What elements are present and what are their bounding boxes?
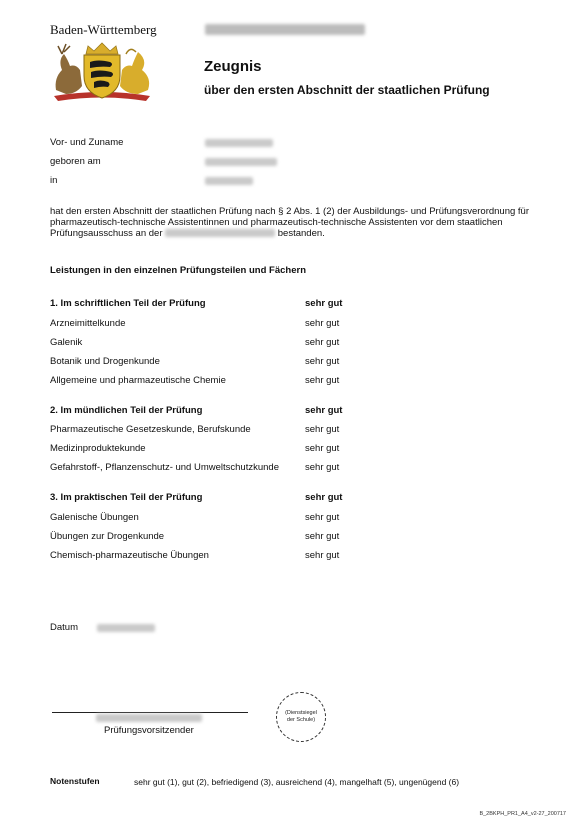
signature-label: Prüfungsvorsitzender <box>104 725 194 736</box>
statement-text: hat den ersten Abschnitt der staatlichen Prüfung nach § 2 Abs. 1 (2) der Ausbildungs- und Prüfungsverordnung für pharmazeutisch-technische Assistentinnen und pharmazeutisch-technische Assistenten vor dem staatlichen Prüfungsausschuss an der <box>50 206 529 239</box>
signature-line <box>52 712 248 713</box>
name-label: Vor- und Zuname <box>50 137 124 148</box>
subject-grade: sehr gut <box>305 318 340 329</box>
seal-text-line1: (Dienstsiegel <box>285 710 317 716</box>
subject-name: Galenik <box>50 337 83 348</box>
exam-statement <box>50 206 530 239</box>
statement-end: bestanden. <box>277 228 325 239</box>
birth-date-label: geboren am <box>50 156 101 167</box>
subject-name: Allgemeine und pharmazeutische Chemie <box>50 375 226 386</box>
school-name-redacted <box>205 24 365 35</box>
results-heading: Leistungen in den einzelnen Prüfungsteilen und Fächern <box>50 265 306 276</box>
subject-grade: sehr gut <box>305 443 340 454</box>
seal-text-line2: der Schule) <box>286 717 316 723</box>
grades-scale-label: Notenstufen <box>50 776 100 786</box>
section-title: 3. Im praktischen Teil der Prüfung <box>50 492 203 503</box>
signer-name-redacted <box>96 714 202 722</box>
subject-grade: sehr gut <box>305 462 340 473</box>
state-name: Baden-Württemberg <box>50 22 157 37</box>
date-label: Datum <box>50 622 78 633</box>
subject-name: Pharmazeutische Gesetzeskunde, Berufskunde <box>50 424 251 435</box>
document-subtitle: über den ersten Abschnitt der staatlichen Prüfung <box>204 83 490 97</box>
coat-of-arms-icon <box>48 40 156 102</box>
section-title: 2. Im mündlichen Teil der Prüfung <box>50 405 203 416</box>
birth-date-value-redacted <box>205 158 277 166</box>
section-title: 1. Im schriftlichen Teil der Prüfung <box>50 298 206 309</box>
subject-grade: sehr gut <box>305 531 340 542</box>
section-grade: sehr gut <box>305 405 343 416</box>
school-redacted <box>165 229 275 237</box>
subject-grade: sehr gut <box>305 424 340 435</box>
document-title: Zeugnis <box>204 58 262 75</box>
section-grade: sehr gut <box>305 492 343 503</box>
birth-place-label: in <box>50 175 58 186</box>
official-seal <box>276 692 326 742</box>
subject-name: Chemisch-pharmazeutische Übungen <box>50 550 209 561</box>
subject-grade: sehr gut <box>305 512 340 523</box>
subject-grade: sehr gut <box>305 375 340 386</box>
subject-name: Arzneimittelkunde <box>50 318 126 329</box>
subject-name: Gefahrstoff-, Pflanzenschutz- und Umweltschutzkunde <box>50 462 279 473</box>
subject-grade: sehr gut <box>305 337 340 348</box>
document-code: B_2BKPH_PR1_A4_v2-27_200717 <box>479 811 566 817</box>
subject-name: Medizinproduktekunde <box>50 443 146 454</box>
subject-grade: sehr gut <box>305 550 340 561</box>
subject-grade: sehr gut <box>305 356 340 367</box>
section-grade: sehr gut <box>305 298 343 309</box>
date-value-redacted <box>97 624 155 632</box>
birth-place-value-redacted <box>205 177 253 185</box>
subject-name: Übungen zur Drogenkunde <box>50 531 165 542</box>
name-value-redacted <box>205 139 273 147</box>
subject-name: Botanik und Drogenkunde <box>50 356 160 367</box>
grades-scale-text: sehr gut (1), gut (2), befriedigend (3), ausreichend (4), mangelhaft (5), ungenügend (6) <box>134 777 460 787</box>
subject-name: Galenische Übungen <box>50 512 139 523</box>
